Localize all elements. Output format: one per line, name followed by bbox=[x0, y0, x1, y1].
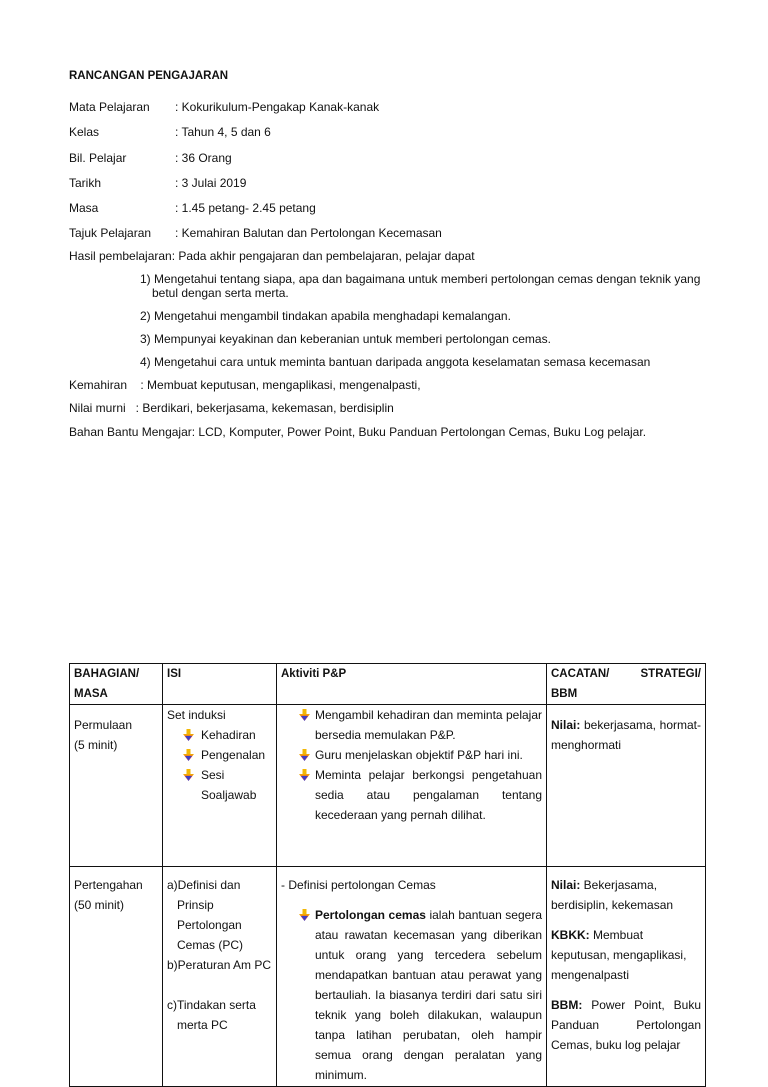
list-item: Sesi bbox=[167, 765, 272, 785]
list-item: Pengenalan bbox=[167, 745, 272, 765]
list-item: Guru menjelaskan objektif P&P hari ini. bbox=[297, 745, 542, 765]
list-item: Mengambil kehadiran dan meminta pelajar bersedia memulakan P&P. bbox=[297, 705, 542, 745]
info-value: : Tahun 4, 5 dan 6 bbox=[175, 125, 271, 139]
cell-aktiviti: - Definisi pertolongan Cemas Pertolongan cemas ialah bantuan segera atau rawatan kecemasan yang diberikan untuk orang yang tercedera sebelum mendapatkan bantuan atau perawat yang bertauliah. Ia biasanya terdiri dari satu siri teknik yang boleh dilakukan, walaupun tanpa latihan perubatan, oleh hampir semua orang dengan peralatan yang minimum. bbox=[277, 867, 547, 1087]
list-item: Meminta pelajar berkongsi pengetahuan sedia atau pengalaman tentang kecederaan yang pernah dilihat. bbox=[297, 765, 542, 825]
cell-bahagian: Permulaan (5 minit) bbox=[70, 705, 163, 867]
objective-item bbox=[140, 272, 720, 300]
info-value: : Kemahiran Balutan dan Pertolongan Kecemasan bbox=[175, 226, 442, 240]
table-header-row bbox=[70, 664, 706, 705]
list-item: Kehadiran bbox=[167, 725, 272, 745]
table-row bbox=[70, 705, 706, 867]
cell-isi: a)Definisi dan Prinsip Pertolongan Cemas (PC) b)Peraturan Am PC c)Tindakan serta merta PC bbox=[163, 867, 277, 1087]
arrow-bullet-icon bbox=[299, 909, 310, 921]
nilai-murni-line: Nilai murni : Berdikari, bekerjasama, kekemasan, berdisiplin bbox=[69, 401, 394, 415]
objective-text: 1) Mengetahui tentang siapa, apa dan bagaimana untuk memberi pertolongan cemas dengan teknik yang bbox=[140, 272, 701, 286]
document-title: RANCANGAN PENGAJARAN bbox=[69, 70, 229, 82]
table-row bbox=[70, 867, 706, 1087]
info-label: Tarikh bbox=[69, 176, 102, 190]
arrow-bullet-icon bbox=[183, 729, 194, 741]
lesson-plan-table bbox=[69, 663, 706, 1087]
header-aktiviti: Aktiviti P&P bbox=[277, 664, 547, 705]
info-label: Mata Pelajaran bbox=[69, 100, 150, 114]
kemahiran-line: Kemahiran : Membuat keputusan, mengaplikasi, mengenalpasti, bbox=[69, 378, 421, 392]
info-label: Masa bbox=[69, 201, 99, 215]
arrow-bullet-icon bbox=[299, 749, 310, 761]
objective-item: 3) Mempunyai keyakinan dan keberanian untuk memberi pertolongan cemas. bbox=[140, 332, 551, 346]
list-item: Pertolongan cemas ialah bantuan segera atau rawatan kecemasan yang diberikan untuk orang yang tercedera sebelum mendapatkan bantuan atau perawat yang bertauliah. Ia biasanya terdiri dari satu siri teknik yang boleh dilakukan, walaupun tanpa latihan perubatan, oleh hampir semua orang dengan peralatan yang minimum. bbox=[297, 905, 542, 1085]
cell-catatan: Nilai: bekerjasama, hormat-menghormati bbox=[547, 705, 706, 867]
learning-outcomes-intro: Hasil pembelajaran: Pada akhir pengajaran dan pembelajaran, pelajar dapat bbox=[69, 249, 475, 263]
objective-text-cont: betul dengan serta merta. bbox=[152, 286, 289, 300]
info-label: Kelas bbox=[69, 125, 100, 139]
arrow-bullet-icon bbox=[299, 709, 310, 721]
info-value: : 1.45 petang- 2.45 petang bbox=[175, 201, 316, 215]
header-bahagian: BAHAGIAN/ MASA bbox=[70, 664, 163, 705]
cell-catatan: Nilai: Bekerjasama, berdisiplin, kekemasan KBKK: Membuat keputusan, mengaplikasi, mengenalpasti BBM: Power Point, Buku Panduan Pertolongan Cemas, buku log pelajar bbox=[547, 867, 706, 1087]
bahan-bantu-line: Bahan Bantu Mengajar: LCD, Komputer, Power Point, Buku Panduan Pertolongan Cemas, Buku Log pelajar. bbox=[69, 425, 647, 439]
cell-bahagian: Pertengahan (50 minit) bbox=[70, 867, 163, 1087]
info-value: : Kokurikulum-Pengakap Kanak-kanak bbox=[175, 100, 380, 114]
cell-aktiviti bbox=[277, 705, 547, 867]
info-value: : 36 Orang bbox=[175, 151, 232, 165]
arrow-bullet-icon bbox=[299, 769, 310, 781]
info-label: Tajuk Pelajaran bbox=[69, 226, 152, 240]
header-isi: ISI bbox=[163, 664, 277, 705]
cell-isi: Set induksi Kehadiran Pengenalan Sesi Soaljawab bbox=[163, 705, 277, 867]
objective-item: 4) Mengetahui cara untuk meminta bantuan daripada anggota keselamatan semasa kecemasan bbox=[140, 355, 651, 369]
arrow-bullet-icon bbox=[183, 769, 194, 781]
header-catatan: CACATAN/ STRATEGI/ BBM bbox=[547, 664, 706, 705]
info-label: Bil. Pelajar bbox=[69, 151, 127, 165]
info-value: : 3 Julai 2019 bbox=[175, 176, 247, 190]
arrow-bullet-icon bbox=[183, 749, 194, 761]
objective-item: 2) Mengetahui mengambil tindakan apabila menghadapi kemalangan. bbox=[140, 309, 511, 323]
